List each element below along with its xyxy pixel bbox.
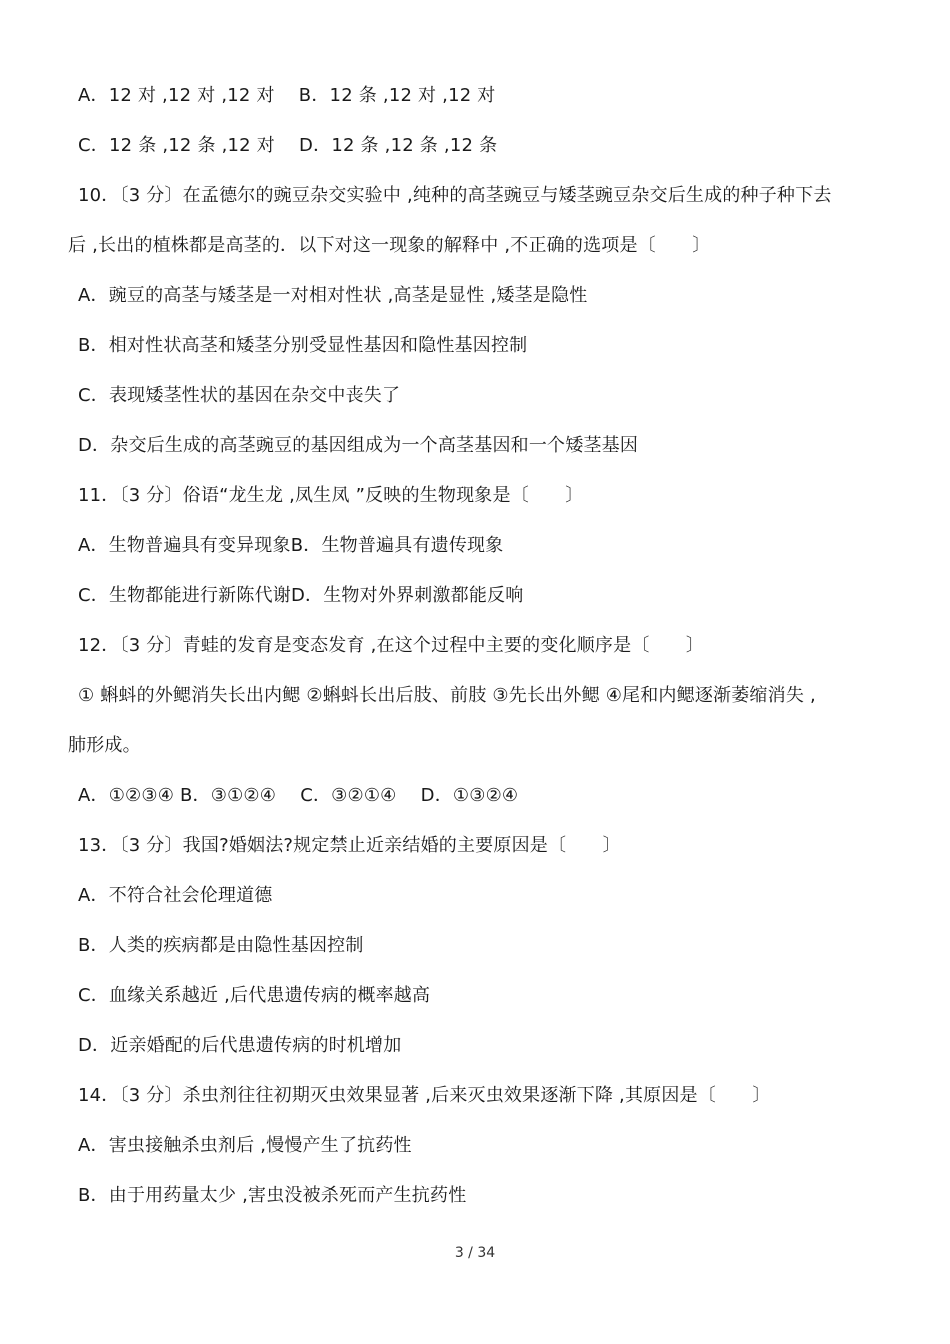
option-line: A．12 对 ,12 对 ,12 对 B．12 条 ,12 对 ,12 对	[78, 85, 496, 106]
option-line: A．不符合社会伦理道德	[78, 885, 273, 906]
sequence-items-cont: 肺形成。	[68, 735, 141, 756]
option-line: C．血缘关系越近 ,后代患遗传病的概率越高	[78, 985, 431, 1006]
option-line: D．杂交后生成的高茎豌豆的基因组成为一个高茎基因和一个矮茎基因	[78, 435, 639, 456]
option-line: C．12 条 ,12 条 ,12 对 D．12 条 ,12 条 ,12 条	[78, 135, 498, 156]
sequence-items: ① 蝌蚪的外鳃消失长出内鳃 ②蝌蚪长出后肢、前肢 ③先长出外鳃 ④尾和内鳃逐渐萎缩消失 ,	[78, 685, 816, 706]
option-line: A．生物普遍具有变异现象B．生物普遍具有遗传现象	[78, 535, 504, 556]
question-10-text: 10．〔3 分〕在孟德尔的豌豆杂交实验中 ,纯种的高茎豌豆与矮茎豌豆杂交后生成的种子种下去	[78, 185, 832, 206]
page-number: 3 / 34	[454, 1245, 496, 1261]
option-line: D．近亲婚配的后代患遗传病的时机增加	[78, 1035, 402, 1056]
option-line: B．人类的疾病都是由隐性基因控制	[78, 935, 364, 956]
question-10-text-cont: 后 ,长出的植株都是高茎的．以下对这一现象的解释中 ,不正确的选项是〔 〕	[68, 235, 711, 256]
option-line: A．害虫接触杀虫剂后 ,慢慢产生了抗药性	[78, 1135, 412, 1156]
option-line: C．表现矮茎性状的基因在杂交中丧失了	[78, 385, 401, 406]
option-line: C．生物都能进行新陈代谢D．生物对外界刺激都能反响	[78, 585, 524, 606]
question-13-text: 13．〔3 分〕我国?婚姻法?规定禁止近亲结婚的主要原因是〔 〕	[78, 835, 621, 856]
option-line: A．豌豆的高茎与矮茎是一对相对性状 ,高茎是显性 ,矮茎是隐性	[78, 285, 588, 306]
option-line: B．由于用药量太少 ,害虫没被杀死而产生抗药性	[78, 1185, 467, 1206]
option-line: A．①②③④ B．③①②④ C．③②①④ D．①③②④	[78, 785, 519, 806]
question-12-text: 12．〔3 分〕青蛙的发育是变态发育 ,在这个过程中主要的变化顺序是〔 〕	[78, 635, 705, 656]
option-line: B．相对性状高茎和矮茎分别受显性基因和隐性基因控制	[78, 335, 528, 356]
question-11-text: 11．〔3 分〕俗语“龙生龙 ,凤生凤 ”反映的生物现象是〔 〕	[78, 485, 584, 506]
question-14-text: 14．〔3 分〕杀虫剂往往初期灭虫效果显著 ,后来灭虫效果逐渐下降 ,其原因是〔 〕	[78, 1085, 771, 1106]
